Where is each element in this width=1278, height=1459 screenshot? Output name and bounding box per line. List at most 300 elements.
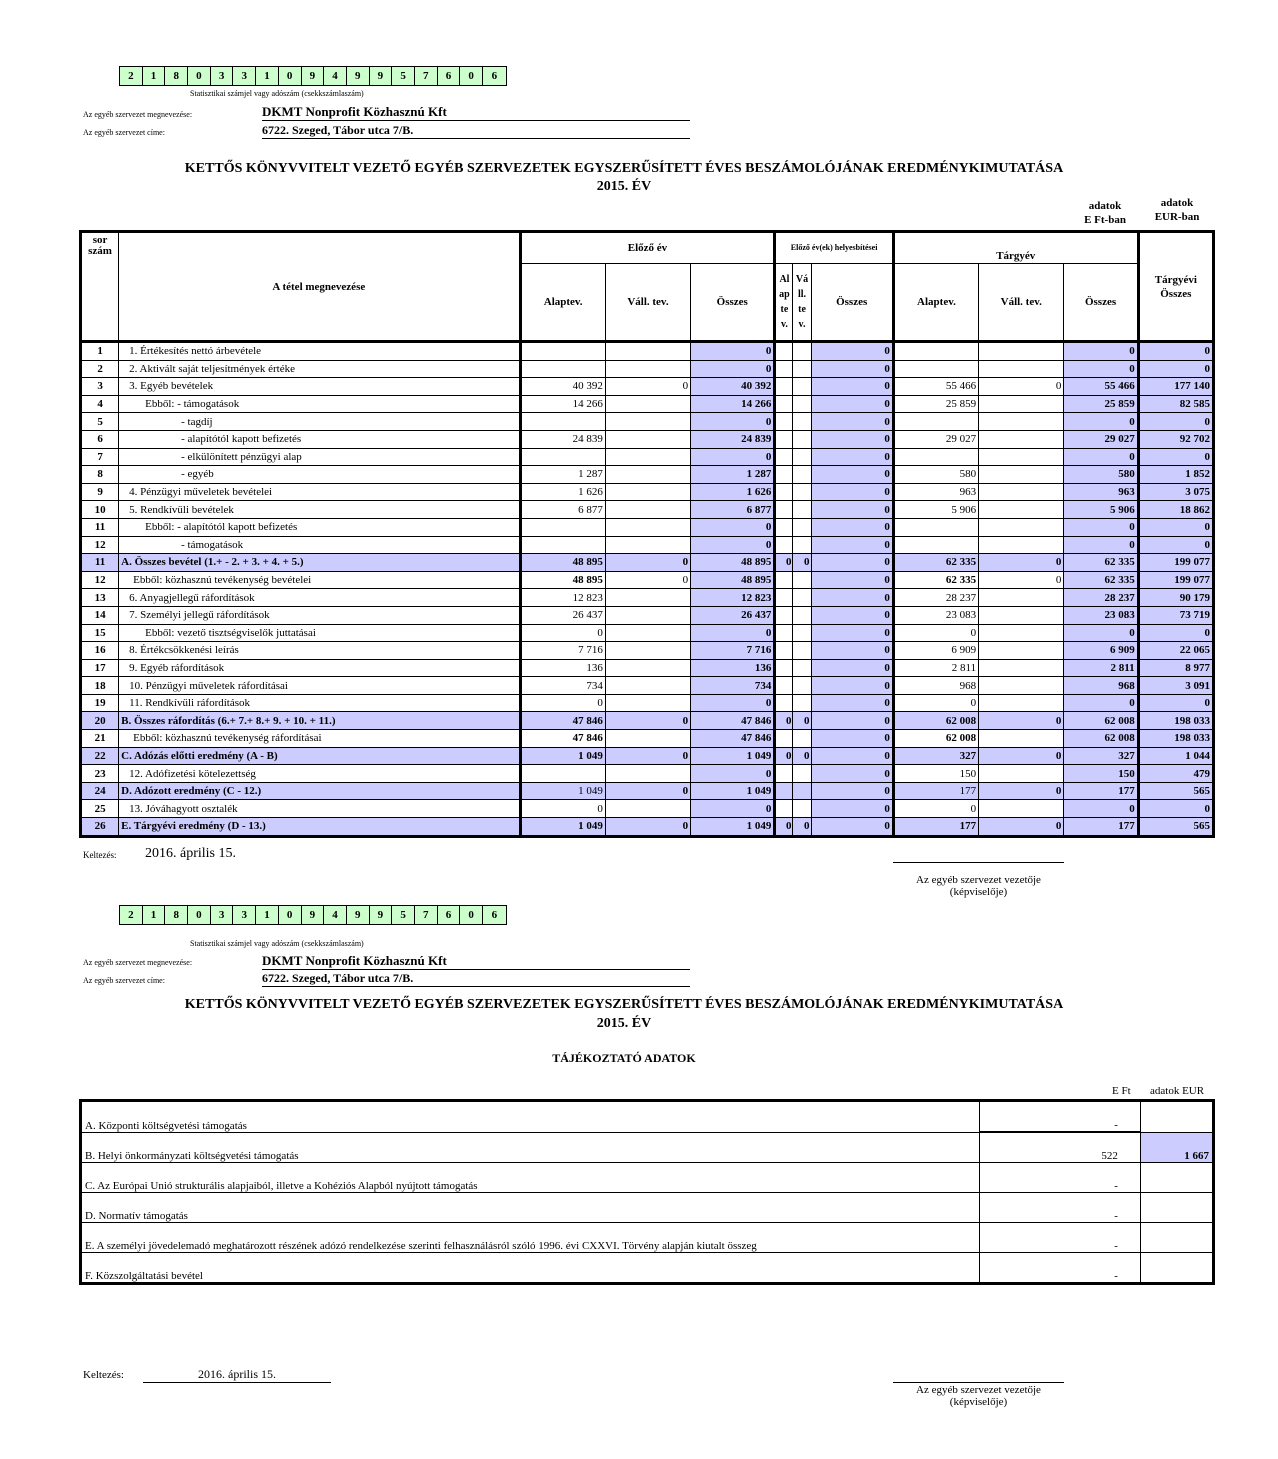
cell-name: 7. Személyi jellegű ráfordítások: [119, 606, 520, 624]
cell-tv: [979, 466, 1064, 484]
cell-ta: [893, 448, 978, 466]
cell-name: 3. Egyéb bevételek: [119, 378, 520, 396]
cell-no: 22: [81, 747, 119, 765]
col-cur-alap: Alaptev.: [893, 264, 978, 342]
cell-tv: [979, 413, 1064, 431]
cell-ca: [775, 395, 793, 413]
cell-no: 20: [81, 712, 119, 730]
cell-name: D. Adózott eredmény (C - 12.): [119, 782, 520, 800]
table-row: [81, 466, 1214, 484]
cell-ct: 0: [811, 342, 893, 361]
cell-tv: [979, 642, 1064, 660]
cell-pt: 1 049: [691, 782, 775, 800]
cell-pa: 0: [520, 694, 605, 712]
tax-id-digit: 0: [460, 906, 483, 924]
cell-cv: [793, 448, 811, 466]
cell-ct: 0: [811, 466, 893, 484]
cell-pa: 734: [520, 677, 605, 695]
tax-id-boxes: [119, 66, 507, 86]
cell-ca: [775, 606, 793, 624]
cell-pt: 24 839: [691, 430, 775, 448]
cell-no: 12: [81, 571, 119, 589]
cell-ta: 5 906: [893, 501, 978, 519]
cell-pa: [520, 342, 605, 361]
cell-tv: [979, 677, 1064, 695]
address-label: Az egyéb szervezet címe:: [83, 976, 165, 985]
cell-tt: 62 335: [1064, 571, 1138, 589]
tax-id-digit: 3: [211, 906, 234, 924]
cell-pa: 1 626: [520, 483, 605, 501]
cell-tv: [979, 448, 1064, 466]
info-cell-eur: 1 667: [1140, 1132, 1213, 1163]
cell-ct: 0: [811, 571, 893, 589]
cell-ca: [775, 430, 793, 448]
tax-id-digit: 8: [165, 67, 188, 85]
cell-ct: 0: [811, 800, 893, 818]
info-cell-label: F. Közszolgáltatási bevétel: [81, 1253, 980, 1284]
cell-pt: 0: [691, 765, 775, 783]
cell-ta: 968: [893, 677, 978, 695]
table-row: [81, 782, 1214, 800]
cell-tt: 28 237: [1064, 589, 1138, 607]
cell-eur: 82 585: [1138, 395, 1213, 413]
cell-ta: 62 335: [893, 571, 978, 589]
cell-no: 10: [81, 501, 119, 519]
cell-ct: 0: [811, 782, 893, 800]
cell-tt: 6 909: [1064, 642, 1138, 660]
col-group-corr: Előző év(ek) helyesbítései: [775, 232, 893, 264]
cell-name: - tagdíj: [119, 413, 520, 431]
cell-tt: 5 906: [1064, 501, 1138, 519]
cell-no: 1: [81, 342, 119, 361]
cell-ca: [775, 466, 793, 484]
tax-id-digit: 9: [347, 906, 370, 924]
signature-caption: Az egyéb szervezet vezetője (képviselője): [916, 1384, 1041, 1408]
report-title: KETTŐS KÖNYVVITELT VEZETŐ EGYÉB SZERVEZETEK EGYSZERŰSÍTETT ÉVES BESZÁMOLÓJÁNAK EREDMÉNYKIMUTATÁSA: [184, 161, 1064, 176]
cell-no: 7: [81, 448, 119, 466]
cell-ca: [775, 677, 793, 695]
cell-ca: 0: [775, 712, 793, 730]
cell-pv: [605, 677, 690, 695]
cell-eur: 22 065: [1138, 642, 1213, 660]
org-address: 6722. Szeged, Tábor utca 7/B.: [262, 971, 690, 987]
info-cell-label: A. Központi költségvetési támogatás: [81, 1101, 980, 1133]
org-address: 6722. Szeged, Tábor utca 7/B.: [262, 123, 690, 139]
cell-cv: [793, 378, 811, 396]
cell-tv: 0: [979, 571, 1064, 589]
table-row: [81, 765, 1214, 783]
cell-tv: [979, 395, 1064, 413]
cell-pa: 7 716: [520, 642, 605, 660]
col-prev-alap: Alaptev.: [520, 264, 605, 342]
cell-no: 11: [81, 554, 119, 572]
cell-ta: 23 083: [893, 606, 978, 624]
table-row: [81, 659, 1214, 677]
cell-eur: 565: [1138, 818, 1213, 837]
cell-ct: 0: [811, 747, 893, 765]
cell-no: 3: [81, 378, 119, 396]
tax-id-digit: 6: [483, 906, 506, 924]
cell-ca: [775, 642, 793, 660]
info-cell-eur: [1140, 1101, 1213, 1133]
cell-name: Ebből: vezető tisztségviselők juttatásai: [119, 624, 520, 642]
cell-name: - alapítótól kapott befizetés: [119, 430, 520, 448]
cell-no: 5: [81, 413, 119, 431]
cell-name: 6. Anyagjellegű ráfordítások: [119, 589, 520, 607]
cell-pv: [605, 624, 690, 642]
table-row: [81, 606, 1214, 624]
cell-pa: 1 287: [520, 466, 605, 484]
cell-no: 17: [81, 659, 119, 677]
cell-tt: 0: [1064, 694, 1138, 712]
tax-id-digit: 0: [279, 906, 302, 924]
col-group-prev: Előző év: [520, 232, 775, 264]
cell-ct: 0: [811, 818, 893, 837]
cell-eur: 0: [1138, 536, 1213, 554]
cell-eur: 479: [1138, 765, 1213, 783]
cell-no: 16: [81, 642, 119, 660]
cell-name: Ebből: - támogatások: [119, 395, 520, 413]
cell-pt: 26 437: [691, 606, 775, 624]
tax-id-digit: 5: [392, 906, 415, 924]
col-corr-alap: Al ap te v.: [775, 264, 793, 342]
cell-tt: 2 811: [1064, 659, 1138, 677]
cell-ta: [893, 413, 978, 431]
cell-ct: 0: [811, 677, 893, 695]
cell-tt: 55 466: [1064, 378, 1138, 396]
table-row: [81, 342, 1214, 361]
cell-ct: 0: [811, 501, 893, 519]
table-row: [81, 677, 1214, 695]
cell-ct: 0: [811, 395, 893, 413]
cell-cv: [793, 624, 811, 642]
cell-pa: 26 437: [520, 606, 605, 624]
cell-no: 8: [81, 466, 119, 484]
cell-cv: [793, 501, 811, 519]
cell-ca: 0: [775, 747, 793, 765]
cell-tt: 580: [1064, 466, 1138, 484]
cell-eur: 199 077: [1138, 554, 1213, 572]
cell-no: 11: [81, 518, 119, 536]
tax-id-digit: 9: [370, 906, 393, 924]
tax-id-digit: 7: [415, 906, 438, 924]
name-label: Az egyéb szervezet megnevezése:: [83, 958, 193, 967]
cell-ta: 0: [893, 624, 978, 642]
tax-id-digit: 6: [438, 906, 461, 924]
info-unit-eur: adatok EUR: [1150, 1085, 1205, 1097]
cell-no: 9: [81, 483, 119, 501]
cell-pt: 48 895: [691, 554, 775, 572]
cell-pt: 0: [691, 413, 775, 431]
cell-tt: 0: [1064, 624, 1138, 642]
cell-no: 4: [81, 395, 119, 413]
date-label: Keltezés:: [83, 850, 117, 860]
cell-ct: 0: [811, 606, 893, 624]
table-row: [81, 712, 1214, 730]
cell-ct: 0: [811, 642, 893, 660]
cell-pa: [520, 518, 605, 536]
cell-pt: 47 846: [691, 730, 775, 748]
col-corr-total: Összes: [811, 264, 893, 342]
cell-tt: 62 335: [1064, 554, 1138, 572]
table-row: [81, 571, 1214, 589]
org-name: DKMT Nonprofit Közhasznú Kft: [262, 104, 690, 121]
cell-tv: [979, 518, 1064, 536]
cell-pt: 0: [691, 518, 775, 536]
cell-ca: [775, 518, 793, 536]
cell-pv: [605, 518, 690, 536]
cell-pv: 0: [605, 818, 690, 837]
stat-caption: Statisztikai számjel vagy adószám (csekkszámlaszám): [190, 89, 364, 98]
cell-pv: [605, 589, 690, 607]
tax-id-digit: 1: [256, 906, 279, 924]
cell-no: 2: [81, 360, 119, 378]
cell-name: - egyéb: [119, 466, 520, 484]
cell-pa: 47 846: [520, 730, 605, 748]
address-label: Az egyéb szervezet címe:: [83, 128, 165, 137]
cell-cv: 0: [793, 818, 811, 837]
cell-pt: 1 287: [691, 466, 775, 484]
cell-tt: 0: [1064, 536, 1138, 554]
cell-pt: 40 392: [691, 378, 775, 396]
cell-tv: [979, 800, 1064, 818]
cell-eur: 0: [1138, 413, 1213, 431]
cell-tv: [979, 360, 1064, 378]
cell-pt: 1 049: [691, 818, 775, 837]
cell-tt: 150: [1064, 765, 1138, 783]
cell-pv: [605, 448, 690, 466]
tax-id-digit: 6: [438, 67, 461, 85]
cell-pa: 48 895: [520, 554, 605, 572]
info-row: [81, 1253, 1214, 1284]
cell-ca: [775, 501, 793, 519]
cell-no: 21: [81, 730, 119, 748]
info-cell-eft: -: [979, 1193, 1140, 1223]
cell-pt: 0: [691, 448, 775, 466]
cell-tv: 0: [979, 747, 1064, 765]
cell-pt: 1 049: [691, 747, 775, 765]
cell-pa: 1 049: [520, 782, 605, 800]
cell-ca: [775, 694, 793, 712]
table-row: [81, 430, 1214, 448]
cell-tt: 0: [1064, 360, 1138, 378]
cell-ct: 0: [811, 483, 893, 501]
cell-pa: 1 049: [520, 818, 605, 837]
cell-tv: [979, 730, 1064, 748]
cell-tt: 0: [1064, 448, 1138, 466]
cell-tv: [979, 606, 1064, 624]
tax-id-digit: 0: [279, 67, 302, 85]
signature-line: [893, 1382, 1064, 1383]
cell-tt: 177: [1064, 782, 1138, 800]
cell-no: 19: [81, 694, 119, 712]
cell-tt: 0: [1064, 342, 1138, 361]
cell-cv: [793, 360, 811, 378]
table-row: [81, 360, 1214, 378]
cell-ca: 0: [775, 818, 793, 837]
cell-no: 13: [81, 589, 119, 607]
cell-name: 11. Rendkívüli ráfordítások: [119, 694, 520, 712]
cell-no: 26: [81, 818, 119, 837]
cell-pa: 14 266: [520, 395, 605, 413]
cell-eur: 73 719: [1138, 606, 1213, 624]
cell-cv: [793, 642, 811, 660]
cell-pa: 24 839: [520, 430, 605, 448]
cell-cv: [793, 342, 811, 361]
cell-name: Ebből: - alapítótól kapott befizetés: [119, 518, 520, 536]
cell-pv: [605, 466, 690, 484]
tax-id-digit: 9: [302, 906, 325, 924]
tax-id-digit: 9: [370, 67, 393, 85]
cell-pv: 0: [605, 378, 690, 396]
cell-ca: [775, 483, 793, 501]
col-cur-vall: Váll. tev.: [979, 264, 1064, 342]
cell-pv: [605, 430, 690, 448]
cell-eur: 3 075: [1138, 483, 1213, 501]
cell-tv: [979, 536, 1064, 554]
cell-pt: 0: [691, 342, 775, 361]
date-label: Keltezés:: [83, 1369, 124, 1381]
cell-no: 6: [81, 430, 119, 448]
cell-ta: [893, 536, 978, 554]
cell-pt: 12 823: [691, 589, 775, 607]
tax-id-digit: 3: [211, 67, 234, 85]
cell-pa: 0: [520, 624, 605, 642]
cell-ct: 0: [811, 765, 893, 783]
table-row: [81, 730, 1214, 748]
org-name: DKMT Nonprofit Közhasznú Kft: [262, 953, 690, 970]
cell-ta: 29 027: [893, 430, 978, 448]
tax-id-digit: 4: [324, 906, 347, 924]
report-year: 2015. ÉV: [596, 1016, 652, 1031]
cell-eur: 18 862: [1138, 501, 1213, 519]
cell-ca: [775, 589, 793, 607]
cell-ct: 0: [811, 712, 893, 730]
cell-pv: [605, 730, 690, 748]
col-corr-vall: Vá ll. te v.: [793, 264, 811, 342]
info-cell-eft: -: [979, 1101, 1140, 1133]
cell-pt: 0: [691, 624, 775, 642]
cell-cv: [793, 694, 811, 712]
cell-pa: 40 392: [520, 378, 605, 396]
cell-tv: [979, 765, 1064, 783]
cell-pv: [605, 765, 690, 783]
cell-eur: 0: [1138, 448, 1213, 466]
cell-pa: [520, 536, 605, 554]
cell-cv: [793, 765, 811, 783]
cell-ta: 62 008: [893, 712, 978, 730]
cell-pt: 7 716: [691, 642, 775, 660]
cell-ta: [893, 342, 978, 361]
cell-pt: 136: [691, 659, 775, 677]
cell-cv: [793, 606, 811, 624]
info-row: [81, 1163, 1214, 1193]
cell-ct: 0: [811, 730, 893, 748]
cell-cv: [793, 677, 811, 695]
cell-ca: [775, 448, 793, 466]
cell-pa: 48 895: [520, 571, 605, 589]
cell-eur: 1 044: [1138, 747, 1213, 765]
info-row: [81, 1132, 1214, 1163]
tax-id-digit: 1: [256, 67, 279, 85]
cell-ct: 0: [811, 448, 893, 466]
cell-ta: 177: [893, 782, 978, 800]
cell-name: - elkülönített pénzügyi alap: [119, 448, 520, 466]
tax-id-digit: 9: [347, 67, 370, 85]
cell-pt: 47 846: [691, 712, 775, 730]
cell-ct: 0: [811, 536, 893, 554]
cell-pt: 0: [691, 536, 775, 554]
cell-ta: 28 237: [893, 589, 978, 607]
cell-ct: 0: [811, 518, 893, 536]
tax-id-digit: 0: [188, 67, 211, 85]
cell-pt: 1 626: [691, 483, 775, 501]
cell-pv: [605, 606, 690, 624]
cell-eur: 3 091: [1138, 677, 1213, 695]
cell-eur: 0: [1138, 360, 1213, 378]
info-cell-label: D. Normatív támogatás: [81, 1193, 980, 1223]
cell-pt: 6 877: [691, 501, 775, 519]
tax-id-digit: 2: [120, 67, 143, 85]
cell-cv: 0: [793, 712, 811, 730]
cell-no: 15: [81, 624, 119, 642]
cell-eur: 0: [1138, 694, 1213, 712]
cell-pa: 47 846: [520, 712, 605, 730]
cell-ta: 963: [893, 483, 978, 501]
tax-id-digit: 8: [165, 906, 188, 924]
cell-pa: 1 049: [520, 747, 605, 765]
cell-eur: 0: [1138, 342, 1213, 361]
cell-ta: 0: [893, 694, 978, 712]
cell-eur: 0: [1138, 624, 1213, 642]
cell-name: B. Összes ráfordítás (6.+ 7.+ 8.+ 9. + 10. + 11.): [119, 712, 520, 730]
cell-pv: [605, 536, 690, 554]
cell-ta: 177: [893, 818, 978, 837]
cell-ca: [775, 378, 793, 396]
cell-tt: 62 008: [1064, 712, 1138, 730]
cell-tv: [979, 694, 1064, 712]
cell-tt: 327: [1064, 747, 1138, 765]
table-row: [81, 589, 1214, 607]
cell-tv: [979, 624, 1064, 642]
cell-tv: 0: [979, 818, 1064, 837]
date-value: 2016. április 15.: [145, 846, 236, 861]
tax-id-boxes: [119, 905, 507, 925]
info-unit-eft: E Ft: [1112, 1085, 1131, 1097]
cell-ca: [775, 624, 793, 642]
cell-ca: [775, 571, 793, 589]
cell-ta: 62 008: [893, 730, 978, 748]
info-cell-eur: [1140, 1223, 1213, 1253]
cell-tv: 0: [979, 782, 1064, 800]
tax-id-digit: 5: [392, 67, 415, 85]
report-year: 2015. ÉV: [596, 179, 652, 194]
cell-pt: 0: [691, 360, 775, 378]
cell-tv: 0: [979, 712, 1064, 730]
cell-pt: 734: [691, 677, 775, 695]
cell-name: 13. Jóváhagyott osztalék: [119, 800, 520, 818]
cell-eur: 198 033: [1138, 712, 1213, 730]
cell-pv: [605, 395, 690, 413]
cell-pa: 136: [520, 659, 605, 677]
cell-eur: 0: [1138, 800, 1213, 818]
cell-ca: [775, 765, 793, 783]
cell-eur: 199 077: [1138, 571, 1213, 589]
cell-ct: 0: [811, 554, 893, 572]
cell-cv: [793, 782, 811, 800]
col-eur-total: Tárgyévi Összes: [1138, 232, 1213, 342]
cell-cv: [793, 589, 811, 607]
